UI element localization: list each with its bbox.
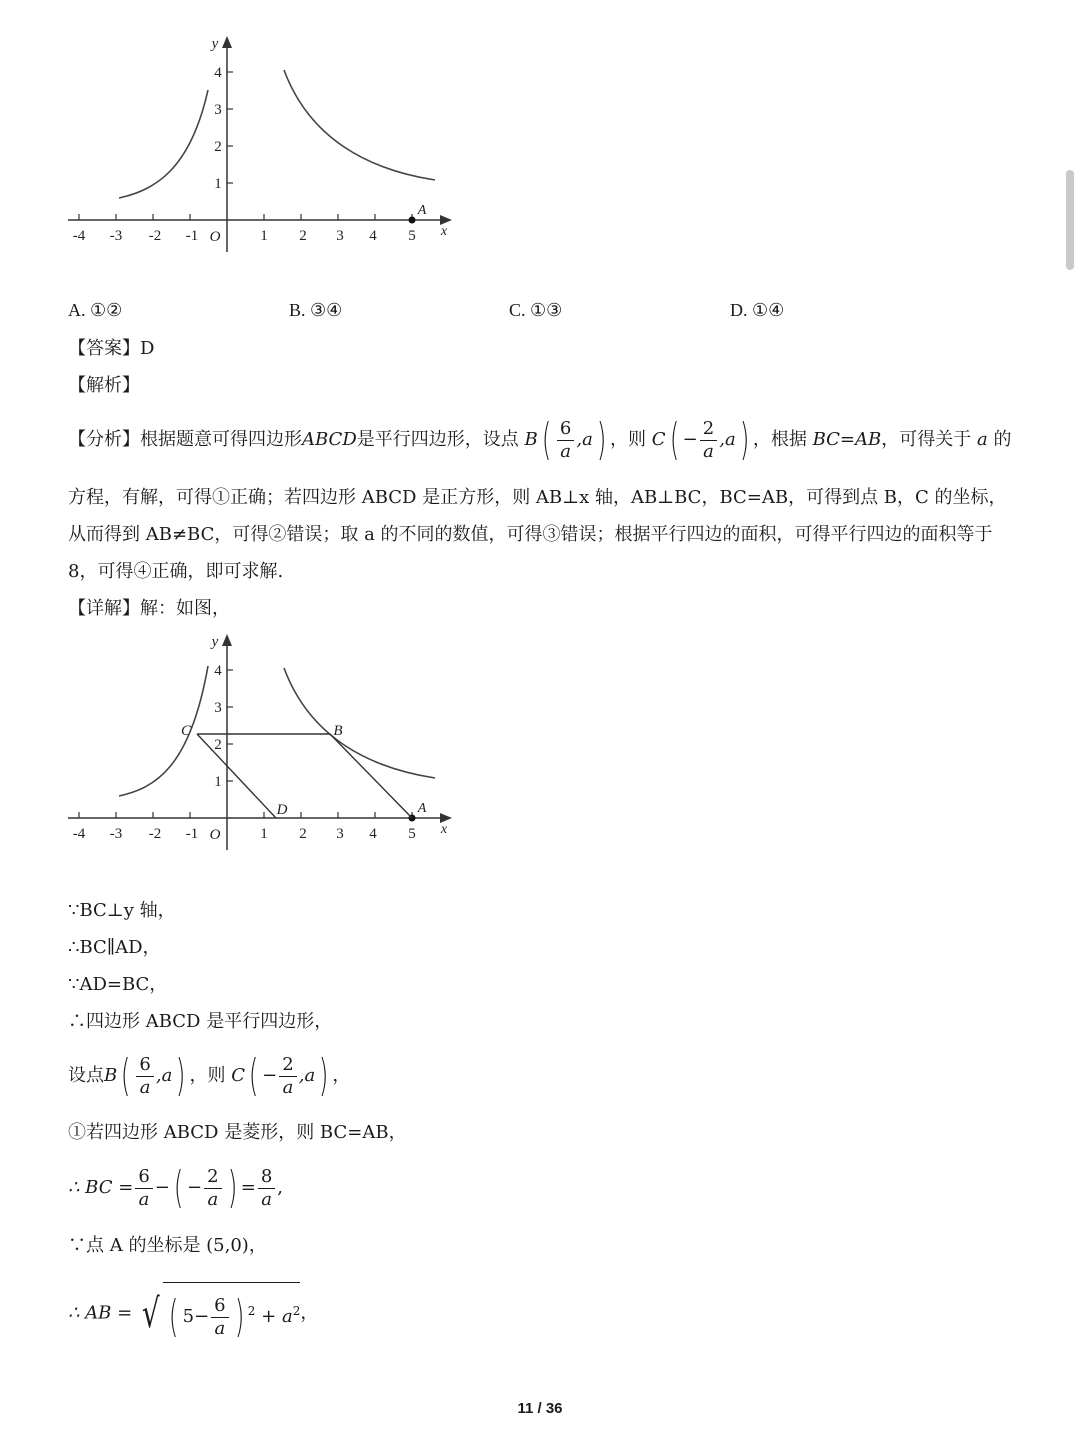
x-tick: 1 (260, 228, 268, 244)
step-8: ∵点 A 的坐标是 (5,0)， (68, 1235, 267, 1256)
x-tick: 5 (408, 826, 416, 842)
analysis-line-1: 【分析】根据题意可得四边形ABCD是平行四边形，设点 B( $\frac{6}{a}$ ,a) ，则 C( − $\frac{2}{a}$ ,a) ，根据 BC=AB，可得关于 a 的 (68, 414, 1012, 465)
left-branch-curve (119, 90, 208, 198)
step-7: ∴ BC = $\frac{6}{a}$ −( − $\frac{2}{a}$ ) = $\frac{8}{a}$ , (68, 1162, 284, 1213)
option-a: A. ①② (68, 300, 123, 320)
x-tick: -1 (185, 826, 199, 842)
y-tick: 3 (214, 102, 222, 118)
right-branch-curve (284, 668, 435, 778)
y-tick: 2 (214, 737, 222, 753)
segment-cd (197, 734, 276, 818)
x-tick: -4 (72, 228, 86, 244)
y-axis-label: y (211, 36, 219, 52)
x-tick: -3 (109, 228, 123, 244)
x-tick: -1 (185, 228, 199, 244)
y-axis-label: y (211, 634, 219, 650)
right-branch-curve (284, 70, 435, 180)
point-b-label: B (333, 723, 343, 739)
analysis-line-4: 8，可得④正确，即可求解. (68, 561, 284, 582)
step-5: 设点B( $\frac{6}{a}$ ,a) ，则 C( − $\frac{2}{a}$ ,a) ， (68, 1050, 351, 1101)
y-axis-arrow (222, 36, 232, 48)
y-tick: 3 (214, 700, 222, 716)
point-a-label: A (417, 801, 427, 816)
segment-ba (330, 734, 412, 818)
left-branch-curve (119, 666, 208, 796)
y-axis-arrow (222, 634, 232, 646)
step-1: ∵BC⊥y 轴， (68, 900, 176, 921)
x-axis-label: x (440, 224, 448, 239)
y-tick: 2 (214, 139, 222, 155)
page-number: 11 / 36 (517, 1400, 563, 1417)
option-b: B. ③④ (289, 300, 343, 320)
y-tick: 1 (214, 176, 222, 192)
analysis-line-2: 方程，有解，可得①正确；若四边形 ABCD 是正方形，则 AB⊥x 轴，AB⊥BC，BC=AB，可得到点 B，C 的坐标， (68, 487, 1007, 508)
origin-label: O (209, 827, 221, 843)
analysis-line-3: 从而得到 AB≠BC，可得②错误；取 a 的不同的数值，可得③错误；根据平行四边的面积，可得平行四边的面积等于 (68, 524, 993, 545)
x-tick: 2 (299, 826, 307, 842)
x-tick: 4 (369, 228, 377, 244)
x-tick: -2 (148, 826, 162, 842)
x-tick: -4 (72, 826, 86, 842)
point-d-label: D (276, 802, 288, 818)
x-tick: -2 (148, 228, 162, 244)
x-axis-label: x (440, 822, 448, 837)
x-tick: 3 (336, 826, 344, 842)
step-6: ①若四边形 ABCD 是菱形，则 BC=AB， (68, 1122, 407, 1143)
option-d: D. ①④ (730, 300, 785, 320)
point-c-label: C (180, 723, 192, 739)
x-tick: -3 (109, 826, 123, 842)
y-tick: 1 (214, 774, 222, 790)
option-c: C. ①③ (509, 300, 563, 320)
x-tick: 4 (369, 826, 377, 842)
step-2: ∴BC∥AD， (68, 937, 161, 958)
x-tick: 1 (260, 826, 268, 842)
scrollbar[interactable] (1066, 170, 1074, 270)
graph-2 (60, 628, 460, 858)
step-4: ∴四边形 ABCD 是平行四边形， (68, 1011, 333, 1032)
origin-label: O (209, 229, 221, 245)
x-tick: 5 (408, 228, 416, 244)
step-9: ∴ AB = √ ( 5− $\frac{6}{a}$ ) $^2 + a^2$， (68, 1282, 318, 1345)
graph-1 (60, 30, 460, 260)
y-tick: 4 (214, 663, 222, 679)
analysis-heading: 【解析】 (68, 375, 140, 396)
detail-heading: 【详解】解：如图， (68, 598, 230, 619)
y-tick: 4 (214, 65, 222, 81)
step-3: ∵AD=BC， (68, 974, 168, 995)
answer-line: 【答案】D (68, 338, 155, 359)
x-tick: 3 (336, 228, 344, 244)
x-tick: 2 (299, 228, 307, 244)
point-a-label: A (417, 203, 427, 218)
point-a (409, 217, 416, 224)
